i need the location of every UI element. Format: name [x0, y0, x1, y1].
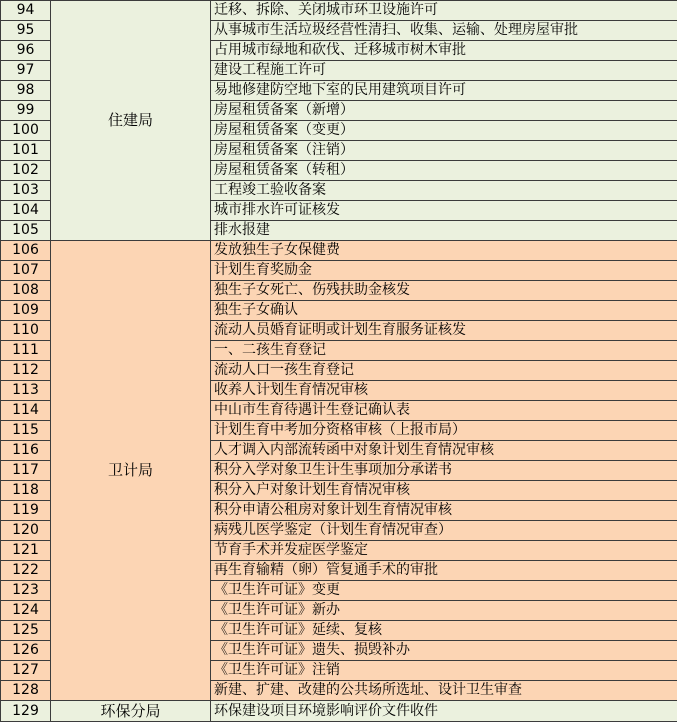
row-number: 128 [1, 681, 51, 701]
item-cell: 工程竣工验收备案 [211, 181, 677, 201]
item-cell: 人才调入内部流转函中对象计划生育情况审核 [211, 441, 677, 461]
item-cell: 新建、扩建、改建的公共场所选址、设计卫生审查 [211, 681, 677, 701]
item-cell: 占用城市绿地和砍伐、迁移城市树木审批 [211, 41, 677, 61]
row-number: 114 [1, 401, 51, 421]
row-number: 119 [1, 501, 51, 521]
row-number: 113 [1, 381, 51, 401]
item-cell: 《卫生许可证》新办 [211, 601, 677, 621]
row-number: 104 [1, 201, 51, 221]
item-cell: 独生子女确认 [211, 301, 677, 321]
row-number: 101 [1, 141, 51, 161]
item-cell: 收养人计划生育情况审核 [211, 381, 677, 401]
item-cell: 发放独生子女保健费 [211, 241, 677, 261]
row-number: 126 [1, 641, 51, 661]
item-cell: 计划生育中考加分资格审核（上报市局） [211, 421, 677, 441]
item-cell: 房屋租赁备案（转租） [211, 161, 677, 181]
row-number: 110 [1, 321, 51, 341]
item-cell: 建设工程施工许可 [211, 61, 677, 81]
department-cell: 环保分局 [51, 701, 211, 722]
item-cell: 《卫生许可证》变更 [211, 581, 677, 601]
row-number: 124 [1, 601, 51, 621]
item-cell: 流动人口一孩生育登记 [211, 361, 677, 381]
item-cell: 房屋租赁备案（变更） [211, 121, 677, 141]
department-cell: 住建局 [51, 1, 211, 241]
item-cell: 迁移、拆除、关闭城市环卫设施许可 [211, 1, 677, 21]
row-number: 99 [1, 101, 51, 121]
item-cell: 独生子女死亡、伤残扶助金核发 [211, 281, 677, 301]
item-cell: 排水报建 [211, 221, 677, 241]
row-number: 109 [1, 301, 51, 321]
item-cell: 环保建设项目环境影响评价文件收件 [211, 701, 677, 722]
table-row [1, 701, 677, 722]
item-cell: 中山市生育待遇计生登记确认表 [211, 401, 677, 421]
row-number: 123 [1, 581, 51, 601]
row-number: 115 [1, 421, 51, 441]
item-cell: 流动人员婚育证明或计划生育服务证核发 [211, 321, 677, 341]
row-number: 129 [1, 701, 51, 722]
item-cell: 再生育输精（卵）管复通手术的审批 [211, 561, 677, 581]
item-cell: 积分入户对象计划生育情况审核 [211, 481, 677, 501]
row-number: 102 [1, 161, 51, 181]
item-cell: 计划生育奖励金 [211, 261, 677, 281]
row-number: 117 [1, 461, 51, 481]
row-number: 103 [1, 181, 51, 201]
table-row [1, 241, 677, 261]
row-number: 118 [1, 481, 51, 501]
item-cell: 《卫生许可证》延续、复核 [211, 621, 677, 641]
row-number: 98 [1, 81, 51, 101]
item-cell: 积分入学对象卫生计生事项加分承诺书 [211, 461, 677, 481]
table-row [1, 1, 677, 21]
item-cell: 《卫生许可证》遗失、损毁补办 [211, 641, 677, 661]
item-cell: 病残儿医学鉴定（计划生育情况审查） [211, 521, 677, 541]
row-number: 97 [1, 61, 51, 81]
item-cell: 城市排水许可证核发 [211, 201, 677, 221]
row-number: 127 [1, 661, 51, 681]
row-number: 120 [1, 521, 51, 541]
item-cell: 易地修建防空地下室的民用建筑项目许可 [211, 81, 677, 101]
row-number: 107 [1, 261, 51, 281]
row-number: 108 [1, 281, 51, 301]
item-cell: 房屋租赁备案（注销） [211, 141, 677, 161]
department-cell: 卫计局 [51, 241, 211, 701]
item-cell: 《卫生许可证》注销 [211, 661, 677, 681]
item-cell: 节育手术并发症医学鉴定 [211, 541, 677, 561]
row-number: 105 [1, 221, 51, 241]
row-number: 106 [1, 241, 51, 261]
item-cell: 从事城市生活垃圾经营性清扫、收集、运输、处理房屋审批 [211, 21, 677, 41]
item-cell: 一、二孩生育登记 [211, 341, 677, 361]
row-number: 100 [1, 121, 51, 141]
row-number: 125 [1, 621, 51, 641]
row-number: 111 [1, 341, 51, 361]
row-number: 116 [1, 441, 51, 461]
row-number: 95 [1, 21, 51, 41]
item-cell: 积分申请公租房对象计划生育情况审核 [211, 501, 677, 521]
row-number: 122 [1, 561, 51, 581]
item-cell: 房屋租赁备案（新增） [211, 101, 677, 121]
row-number: 112 [1, 361, 51, 381]
row-number: 121 [1, 541, 51, 561]
table-body [1, 1, 677, 722]
row-number: 94 [1, 1, 51, 21]
row-number: 96 [1, 41, 51, 61]
